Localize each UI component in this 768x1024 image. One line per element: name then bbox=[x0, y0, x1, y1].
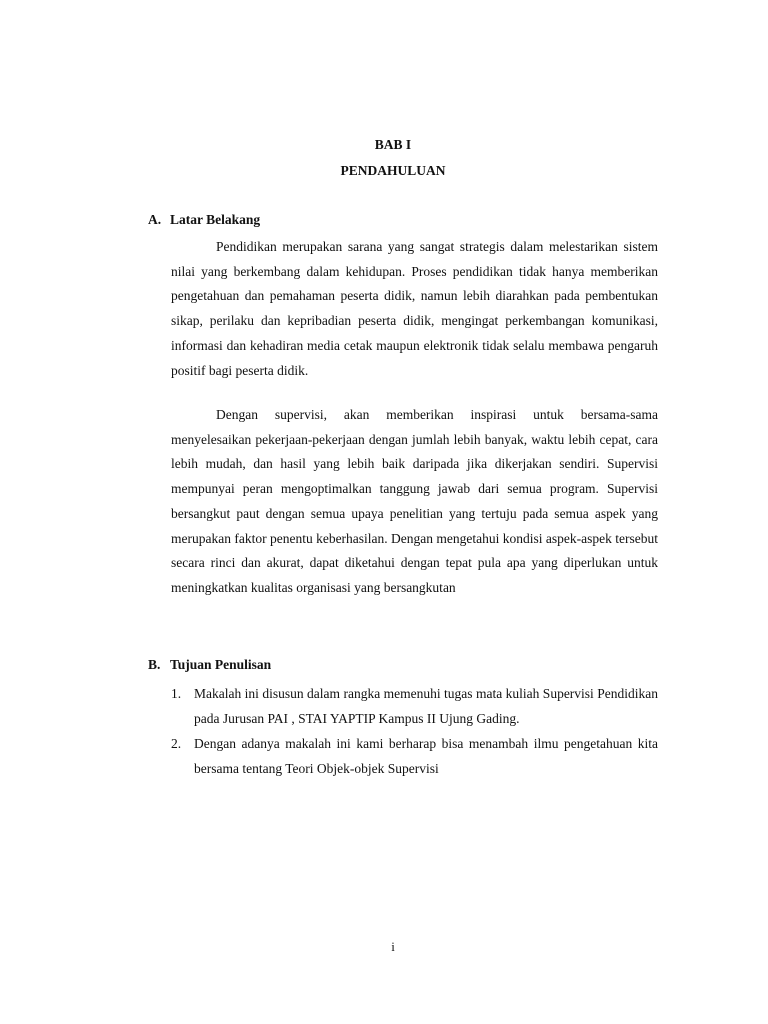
list-item bbox=[171, 731, 658, 781]
chapter-label: BAB I bbox=[374, 137, 412, 152]
list-item-number: 1. bbox=[171, 686, 182, 701]
section-b-letter: B. bbox=[148, 657, 161, 672]
tujuan-list bbox=[171, 681, 658, 781]
list-item-text: Makalah ini disusun dalam rangka memenuhi tugas mata kuliah Supervisi Pendidikan pada Jurusan PAI , STAI YAPTIP Kampus II Ujung Gading. bbox=[194, 686, 658, 726]
list-item-number: 2. bbox=[171, 736, 182, 751]
section-b-heading bbox=[148, 657, 271, 673]
section-a-title: Latar Belakang bbox=[170, 212, 261, 227]
section-a-heading bbox=[148, 212, 260, 228]
section-b-title: Tujuan Penulisan bbox=[170, 657, 272, 672]
page-number: i bbox=[391, 939, 395, 954]
paragraph-latar-belakang-2: Dengan supervisi, akan memberikan inspirasi untuk bersama-sama menyelesaikan pekerjaan-pekerjaan dengan jumlah lebih banyak, waktu lebih cepat, cara lebih mudah, dan hasil yang lebih baik daripada jika dikerjakan sendiri. Supervisi mempunyai peran mengoptimalkan tanggung jawab dari semua program. Supervisi bersangkut paut dengan semua upaya penelitian yang tertuju pada semua aspek yang merupakan faktor penentu keberhasilan. Dengan mengetahui kondisi aspek-aspek tersebut secara rinci dan akurat, dapat diketahui dengan tepat pula apa yang diperlukan untuk meningkatkan kualitas organisasi yang bersangkutan bbox=[171, 407, 658, 595]
section-a-letter: A. bbox=[148, 212, 162, 227]
chapter-title: PENDAHULUAN bbox=[340, 163, 446, 178]
list-item-text: Dengan adanya makalah ini kami berharap bisa menambah ilmu pengetahuan kita bersama tentang Teori Objek-objek Supervisi bbox=[194, 736, 658, 776]
paragraph-latar-belakang-1: Pendidikan merupakan sarana yang sangat strategis dalam melestarikan sistem nilai yang berkembang dalam kehidupan. Proses pendidikan tidak hanya memberikan pengetahuan dan pemahaman peserta didik, namun lebih diarahkan pada pembentukan sikap, perilaku dan kepribadian peserta didik, mengingat perkembangan komunikasi, informasi dan kehadiran media cetak maupun elektronik tidak selalu membawa pengaruh positif bagi peserta didik. bbox=[171, 239, 658, 378]
list-item bbox=[171, 681, 658, 731]
